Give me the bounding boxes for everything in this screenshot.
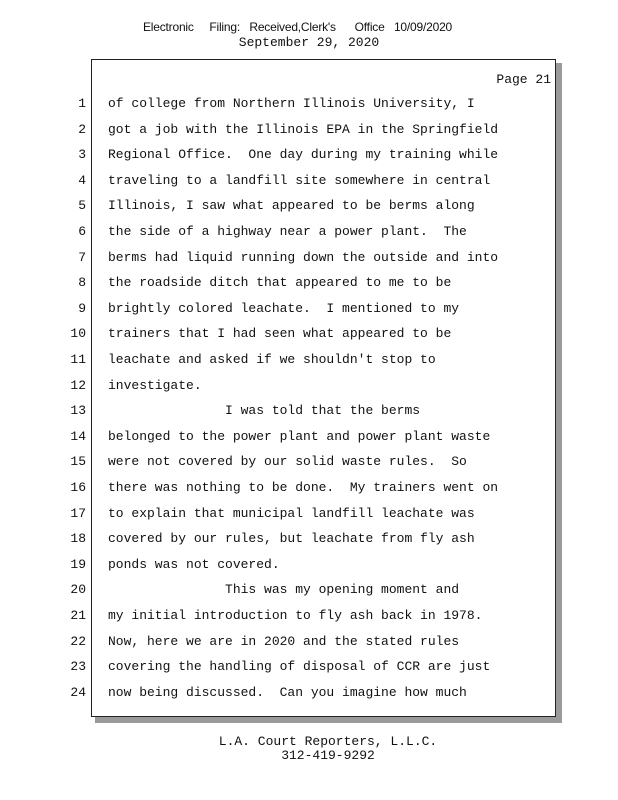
transcript-line: the roadside ditch that appeared to me to be (108, 275, 452, 291)
line-number: 13 (70, 403, 86, 419)
line-number: 21 (70, 608, 86, 623)
transcript-line: there was nothing to be done. My trainers went on (108, 480, 499, 495)
line-number: 19 (70, 556, 86, 572)
transcript-line: now being discussed. Can you imagine how much (108, 684, 467, 700)
transcript-line: ponds was not covered. (108, 556, 280, 572)
line-number: 8 (78, 275, 86, 291)
line-number: 18 (70, 531, 86, 547)
transcript-line: I was told that the berms (108, 403, 421, 419)
line-number: 3 (78, 147, 86, 163)
transcript-line: berms had liquid running down the outside and into (108, 249, 499, 265)
line-number: 1 (78, 96, 86, 111)
line-number: 14 (70, 428, 86, 444)
transcript-line: Now, here we are in 2020 and the stated rules (108, 633, 460, 649)
line-number: 22 (70, 633, 86, 649)
line-number: 4 (78, 172, 86, 188)
transcript-line: of college from Northern Illinois University, I (108, 96, 475, 111)
line-number: 11 (70, 352, 86, 367)
reporter-company: L.A. Court Reporters, L.L.C. (218, 734, 438, 749)
line-number: 17 (70, 505, 86, 521)
transcript-line: This was my opening moment and (108, 582, 460, 598)
line-number: 16 (70, 480, 86, 495)
transcript-line: covered by our rules, but leachate from fly ash (108, 531, 475, 547)
line-number: 24 (70, 684, 86, 700)
transcript-line: Illinois, I saw what appeared to be berms along (108, 198, 475, 214)
transcript-line: leachate and asked if we shouldn't stop to (108, 352, 436, 367)
page-number: Page 21 (496, 72, 551, 87)
transcript-line: Regional Office. One day during my training while (108, 147, 499, 163)
transcript-line: traveling to a landfill site somewhere in central (108, 172, 491, 188)
transcript-line: to explain that municipal landfill leachate was (108, 505, 475, 521)
line-number: 15 (70, 454, 86, 470)
transcript-line: investigate. (108, 377, 202, 393)
transcript-line: covering the handling of disposal of CCR are just (108, 659, 491, 675)
transcript-line: my initial introduction to fly ash back in 1978. (108, 608, 483, 623)
transcript-line: were not covered by our solid waste rules. So (108, 454, 467, 470)
line-number: 12 (70, 377, 86, 393)
transcript-line: the side of a highway near a power plant. The (108, 224, 467, 239)
transcript-line: trainers that I had seen what appeared to be (108, 326, 452, 342)
line-number: 6 (78, 224, 86, 239)
transcript-date: September 29, 2020 (238, 35, 380, 50)
reporter-phone: 312-419-9292 (281, 748, 375, 763)
line-number: 20 (70, 582, 86, 598)
filing-stamp: Electronic Filing: Received,Clerk's Office 10/09/2020 (143, 20, 453, 34)
line-number: 9 (78, 300, 86, 316)
line-number: 7 (78, 249, 86, 265)
line-number: 2 (78, 121, 86, 137)
line-number: 10 (70, 326, 86, 342)
transcript-line: belonged to the power plant and power plant waste (108, 428, 491, 444)
line-number: 5 (78, 198, 86, 214)
transcript-line: brightly colored leachate. I mentioned to my (108, 300, 460, 316)
transcript-line: got a job with the Illinois EPA in the Springfield (108, 121, 499, 137)
line-number: 23 (70, 659, 86, 675)
